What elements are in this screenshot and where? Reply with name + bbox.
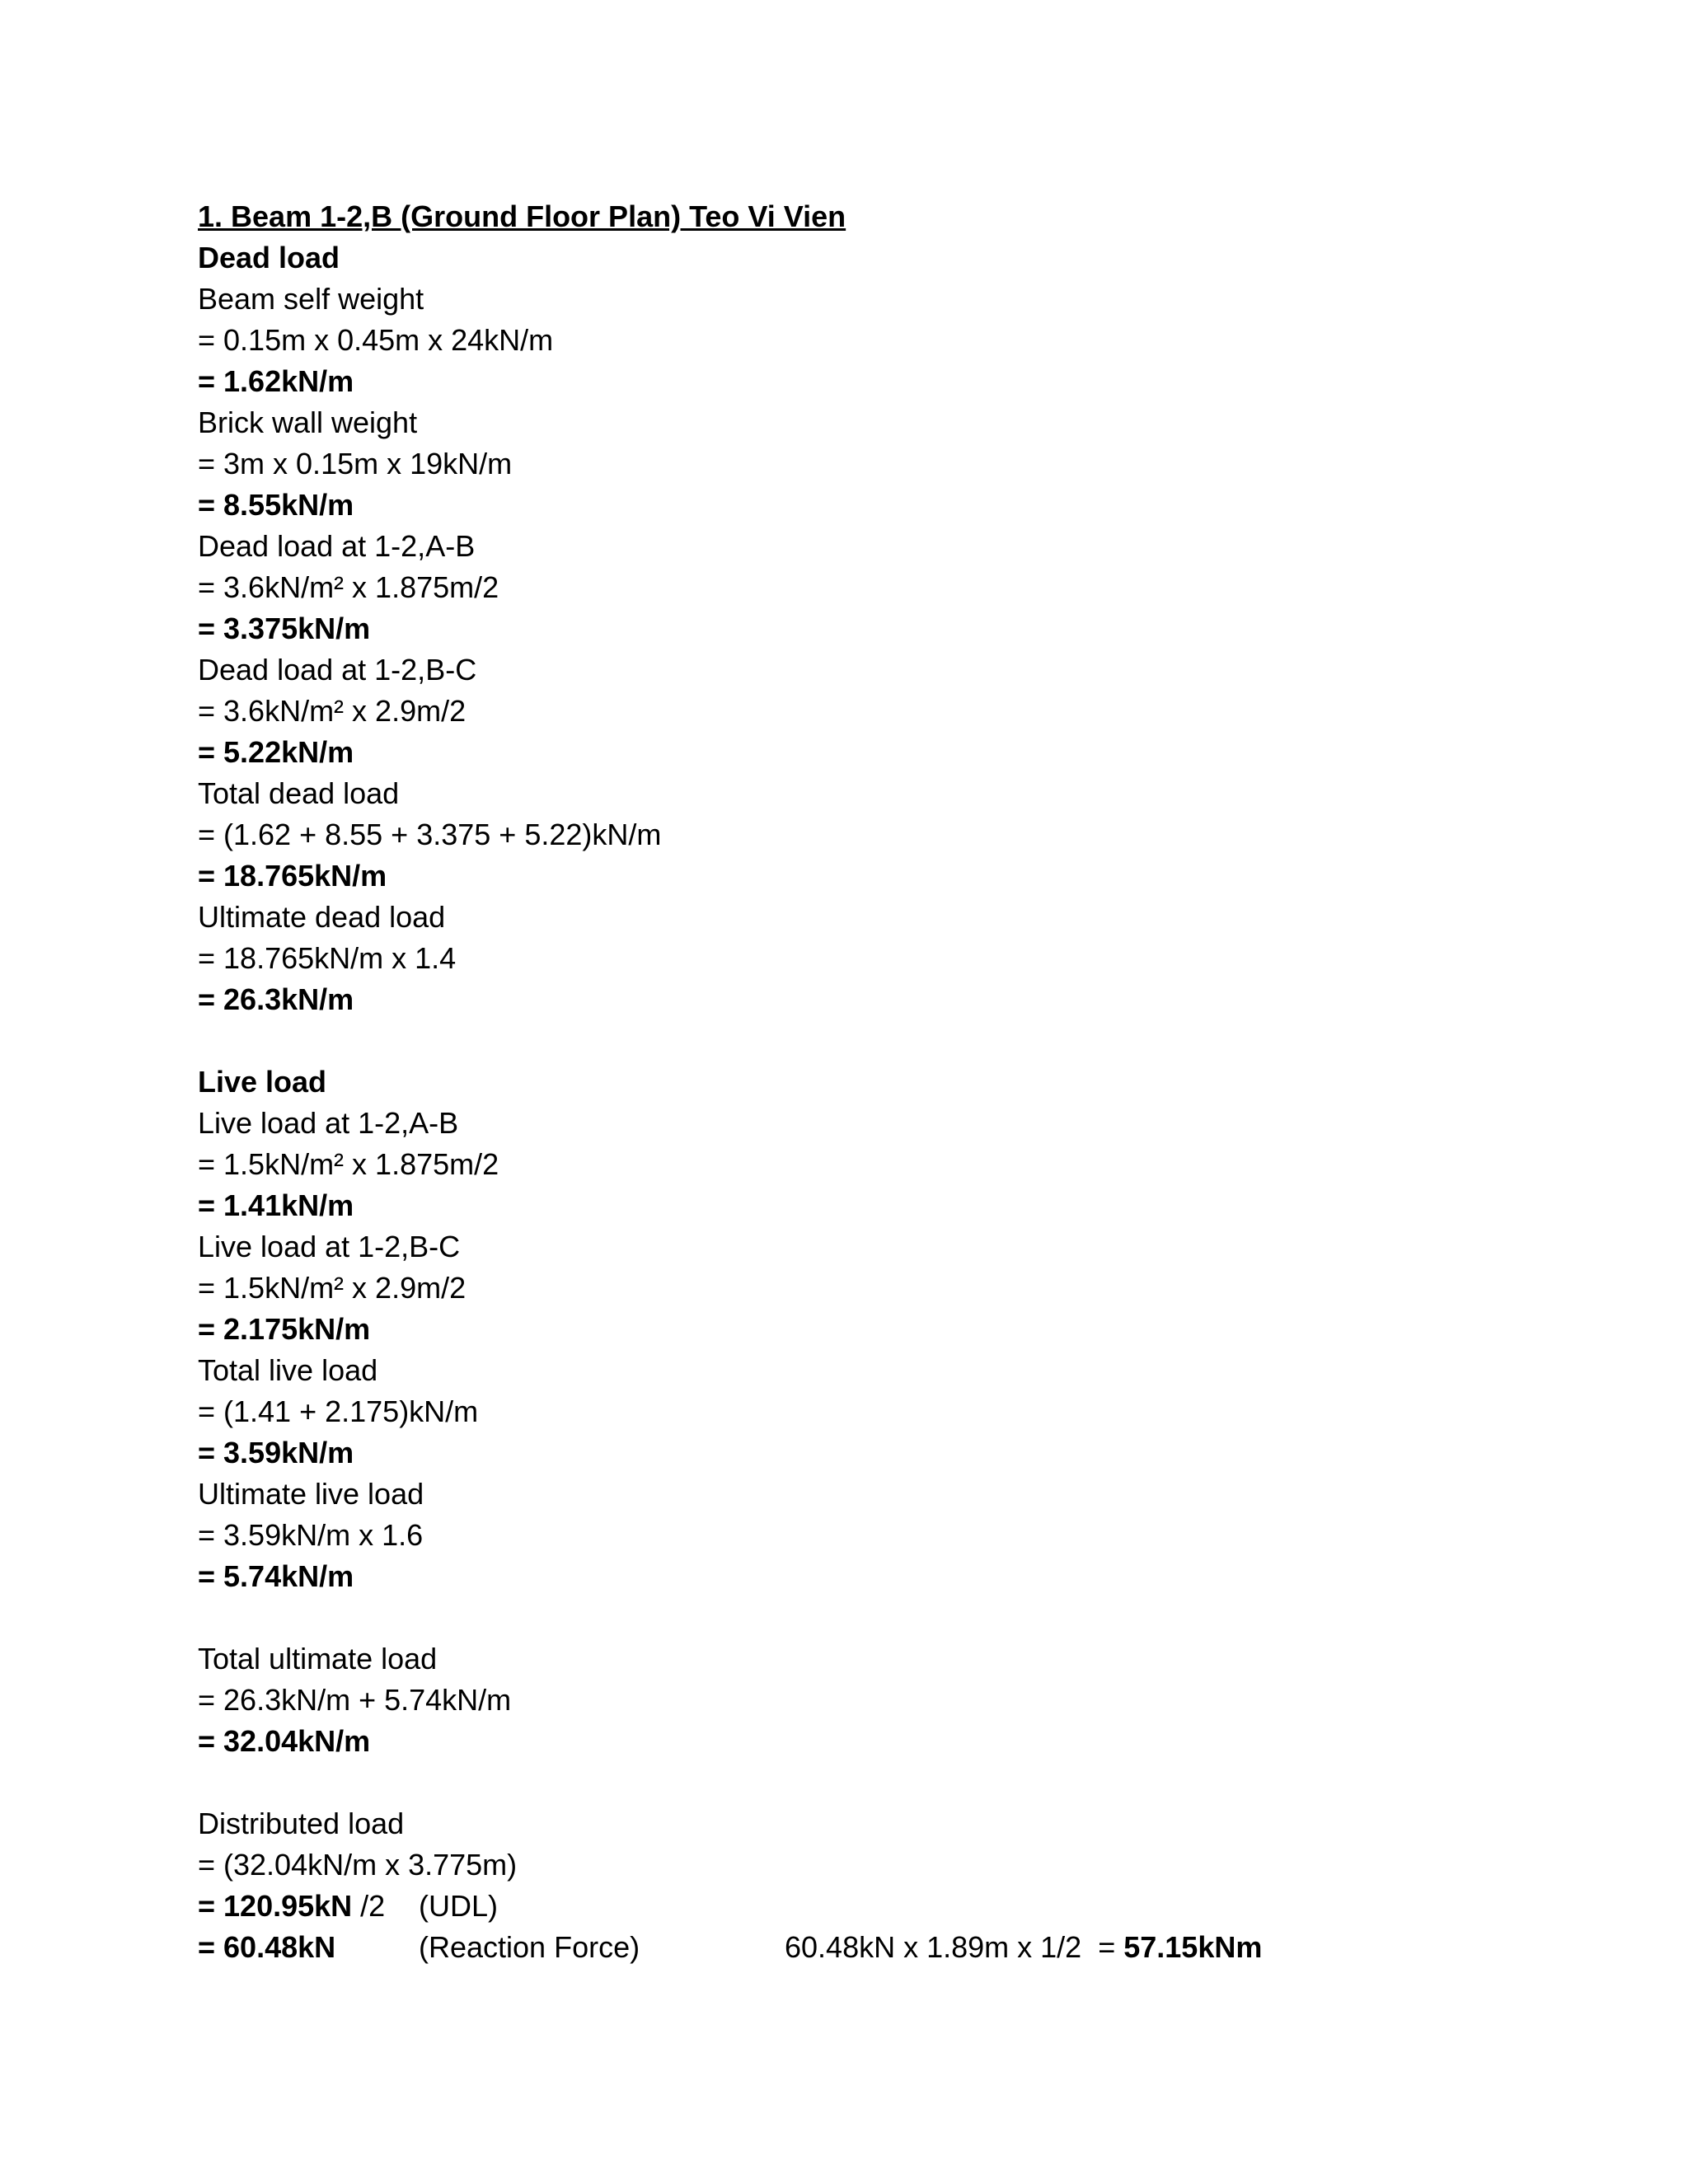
dead-load-ab-calc: = 3.6kN/m² x 1.875m/2 <box>198 570 499 604</box>
live-load-bc-calc: = 1.5kN/m² x 2.9m/2 <box>198 1271 467 1305</box>
total-live-load-result: = 3.59kN/m <box>198 1436 354 1469</box>
live-load-bc-result: = 2.175kN/m <box>198 1312 371 1346</box>
total-dead-load-result: = 18.765kN/m <box>198 859 387 893</box>
spacer <box>198 1020 1599 1062</box>
beam-self-weight-label: Beam self weight <box>198 282 424 316</box>
distributed-load-calc: = (32.04kN/m x 3.775m) <box>198 1848 518 1882</box>
reaction-value: = 60.48kN <box>198 1930 336 1964</box>
dead-load-bc-result: = 5.22kN/m <box>198 735 354 769</box>
beam-self-weight-result: = 1.62kN/m <box>198 364 354 398</box>
dead-load-bc-label: Dead load at 1-2,B-C <box>198 653 477 687</box>
spacer <box>198 1762 1599 1803</box>
dead-load-ab-result: = 3.375kN/m <box>198 612 371 645</box>
ultimate-live-load-label: Ultimate live load <box>198 1477 424 1511</box>
live-load-heading: Live load <box>198 1065 327 1099</box>
ultimate-dead-load-label: Ultimate dead load <box>198 900 446 934</box>
brick-wall-weight-result: = 8.55kN/m <box>198 488 354 522</box>
spacer <box>198 1597 1599 1638</box>
moment-result: 57.15kNm <box>1123 1930 1263 1964</box>
live-load-bc-label: Live load at 1-2,B-C <box>198 1230 461 1263</box>
dead-load-ab-label: Dead load at 1-2,A-B <box>198 529 476 563</box>
total-live-load-calc: = (1.41 + 2.175)kN/m <box>198 1394 479 1428</box>
total-dead-load-label: Total dead load <box>198 776 400 810</box>
reaction-row <box>198 1927 1599 1968</box>
dead-load-bc-calc: = 3.6kN/m² x 2.9m/2 <box>198 694 467 728</box>
udl-divisor: /2 <box>352 1889 386 1923</box>
section-title: 1. Beam 1-2,B (Ground Floor Plan) Teo Vi Vien <box>198 199 846 233</box>
udl-value: = 120.95kN <box>198 1889 353 1923</box>
live-load-ab-result: = 1.41kN/m <box>198 1188 354 1222</box>
brick-wall-weight-calc: = 3m x 0.15m x 19kN/m <box>198 447 513 480</box>
udl-note: (UDL) <box>419 1889 498 1923</box>
moment-calc: 60.48kN x 1.89m x 1/2 = <box>785 1930 1124 1964</box>
ultimate-live-load-calc: = 3.59kN/m x 1.6 <box>198 1518 424 1552</box>
total-dead-load-calc: = (1.62 + 8.55 + 3.375 + 5.22)kN/m <box>198 818 662 851</box>
total-live-load-label: Total live load <box>198 1353 378 1387</box>
total-ultimate-load-result: = 32.04kN/m <box>198 1724 371 1758</box>
ultimate-dead-load-calc: = 18.765kN/m x 1.4 <box>198 941 457 975</box>
total-ultimate-load-label: Total ultimate load <box>198 1642 438 1675</box>
live-load-ab-label: Live load at 1-2,A-B <box>198 1106 459 1140</box>
udl-row <box>198 1886 1599 1927</box>
live-load-ab-calc: = 1.5kN/m² x 1.875m/2 <box>198 1147 499 1181</box>
dead-load-heading: Dead load <box>198 241 340 274</box>
reaction-note: (Reaction Force) <box>419 1930 640 1964</box>
beam-self-weight-calc: = 0.15m x 0.45m x 24kN/m <box>198 323 554 357</box>
brick-wall-weight-label: Brick wall weight <box>198 405 418 439</box>
total-ultimate-load-calc: = 26.3kN/m + 5.74kN/m <box>198 1683 512 1717</box>
ultimate-dead-load-result: = 26.3kN/m <box>198 982 354 1016</box>
document-page <box>198 196 1599 1968</box>
moment-expression <box>785 1927 1262 1968</box>
ultimate-live-load-result: = 5.74kN/m <box>198 1559 354 1593</box>
distributed-load-label: Distributed load <box>198 1807 405 1840</box>
